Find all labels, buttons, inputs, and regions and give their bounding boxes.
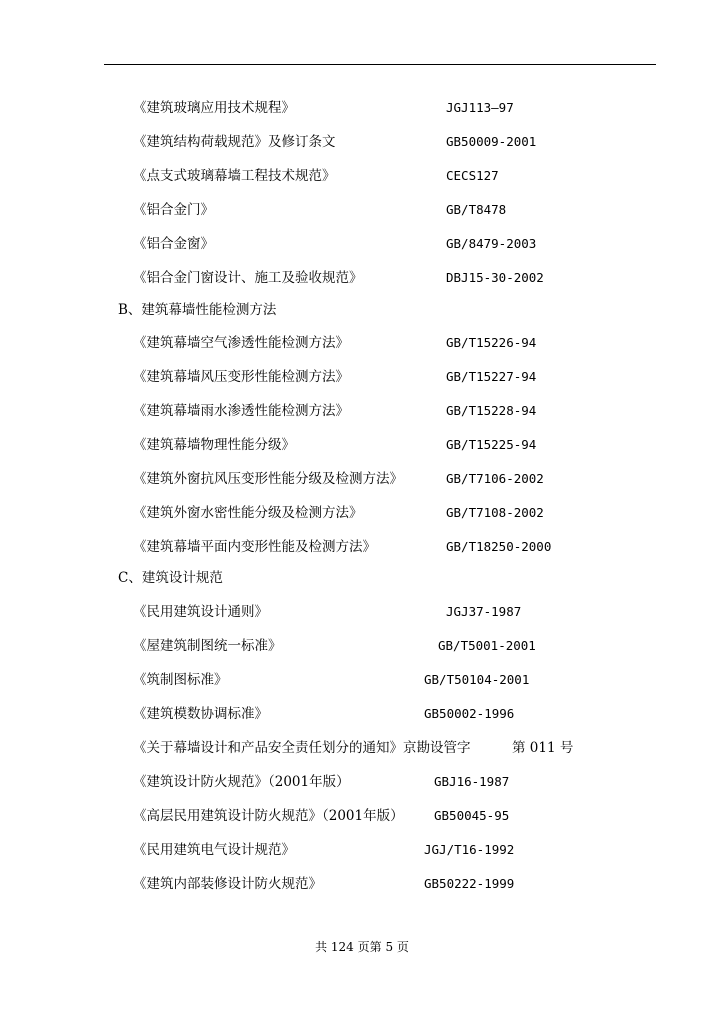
standard-entry <box>0 267 724 289</box>
standard-title: 《建筑外窗抗风压变形性能分级及检测方法》 <box>133 471 403 487</box>
standard-code: GB50002-1996 <box>424 706 515 721</box>
standard-entry <box>0 233 724 255</box>
standard-entry <box>0 839 724 861</box>
standard-title: 《筑制图标准》 <box>133 672 228 688</box>
standard-title: 《铝合金门》 <box>133 202 214 218</box>
standard-code: GB/T8478 <box>446 202 507 217</box>
standard-title: 《建筑结构荷载规范》及修订条文 <box>133 134 336 150</box>
standard-entry <box>0 468 724 490</box>
standard-title: 《建筑设计防火规范》（2001年版） <box>133 774 350 790</box>
standard-title: 《民用建筑设计通则》 <box>133 604 268 620</box>
standard-entry <box>0 366 724 388</box>
standard-title: 《建筑玻璃应用技术规程》 <box>133 100 295 116</box>
standard-code: GB50045-95 <box>434 808 510 823</box>
standard-entry <box>0 771 724 793</box>
standard-entry <box>0 805 724 827</box>
standard-entry <box>0 165 724 187</box>
standard-code: GB/T15228-94 <box>446 403 537 418</box>
standard-code: 第 011 号 <box>512 740 574 756</box>
standard-entry <box>0 635 724 657</box>
standard-title: 《铝合金窗》 <box>133 236 214 252</box>
standard-title: 《关于幕墙设计和产品安全责任划分的通知》京勘设管字 <box>133 740 471 756</box>
standard-entry <box>0 97 724 119</box>
standard-code: GB/T15226-94 <box>446 335 537 350</box>
standard-code: JGJ37-1987 <box>446 604 522 619</box>
standard-code: GB/T18250-2000 <box>446 539 552 554</box>
standard-code: GB/T15227-94 <box>446 369 537 384</box>
standard-entry <box>0 400 724 422</box>
header-rule <box>104 64 656 65</box>
standard-code: GB/8479-2003 <box>446 236 537 251</box>
standard-entry <box>0 703 724 725</box>
standard-entry <box>0 502 724 524</box>
standard-entry <box>0 536 724 558</box>
standard-title: 《建筑幕墙空气渗透性能检测方法》 <box>133 335 349 351</box>
standard-code: GB/T7108-2002 <box>446 505 544 520</box>
standard-title: 《建筑幕墙物理性能分级》 <box>133 437 295 453</box>
standard-entry <box>0 669 724 691</box>
standard-title: 《建筑幕墙风压变形性能检测方法》 <box>133 369 349 385</box>
standard-code: JGJ/T16-1992 <box>424 842 515 857</box>
standard-code: CECS127 <box>446 168 499 183</box>
standard-entry <box>0 434 724 456</box>
standard-entry <box>0 873 724 895</box>
standard-entry <box>0 601 724 623</box>
standard-code: GBJ16-1987 <box>434 774 510 789</box>
standard-title: 《建筑幕墙平面内变形性能及检测方法》 <box>133 539 376 555</box>
standard-code: GB/T5001-2001 <box>438 638 536 653</box>
standard-code: GB50222-1999 <box>424 876 515 891</box>
standard-title: 《建筑模数协调标准》 <box>133 706 268 722</box>
standard-title: 《点支式玻璃幕墙工程技术规范》 <box>133 168 336 184</box>
standard-code: GB/T15225-94 <box>446 437 537 452</box>
standard-code: GB/T50104-2001 <box>424 672 530 687</box>
section-heading: B、建筑幕墙性能检测方法 <box>118 302 277 318</box>
standard-code: DBJ15-30-2002 <box>446 270 544 285</box>
standard-title: 《建筑内部装修设计防火规范》 <box>133 876 322 892</box>
standard-title: 《高层民用建筑设计防火规范》（2001年版） <box>133 808 404 824</box>
standard-title: 《铝合金门窗设计、施工及验收规范》 <box>133 270 363 286</box>
section-heading: C、建筑设计规范 <box>118 570 223 586</box>
standard-entry <box>0 199 724 221</box>
standard-entry <box>0 737 724 759</box>
standard-entry <box>0 131 724 153</box>
standard-code: GB/T7106-2002 <box>446 471 544 486</box>
standard-code: JGJ113—97 <box>446 100 514 115</box>
standard-title: 《屋建筑制图统一标准》 <box>133 638 282 654</box>
standard-code: GB50009-2001 <box>446 134 537 149</box>
standard-entry <box>0 332 724 354</box>
standard-title: 《建筑外窗水密性能分级及检测方法》 <box>133 505 363 521</box>
standard-title: 《民用建筑电气设计规范》 <box>133 842 295 858</box>
page-footer: 共 124 页第 5 页 <box>315 940 409 954</box>
standard-title: 《建筑幕墙雨水渗透性能检测方法》 <box>133 403 349 419</box>
